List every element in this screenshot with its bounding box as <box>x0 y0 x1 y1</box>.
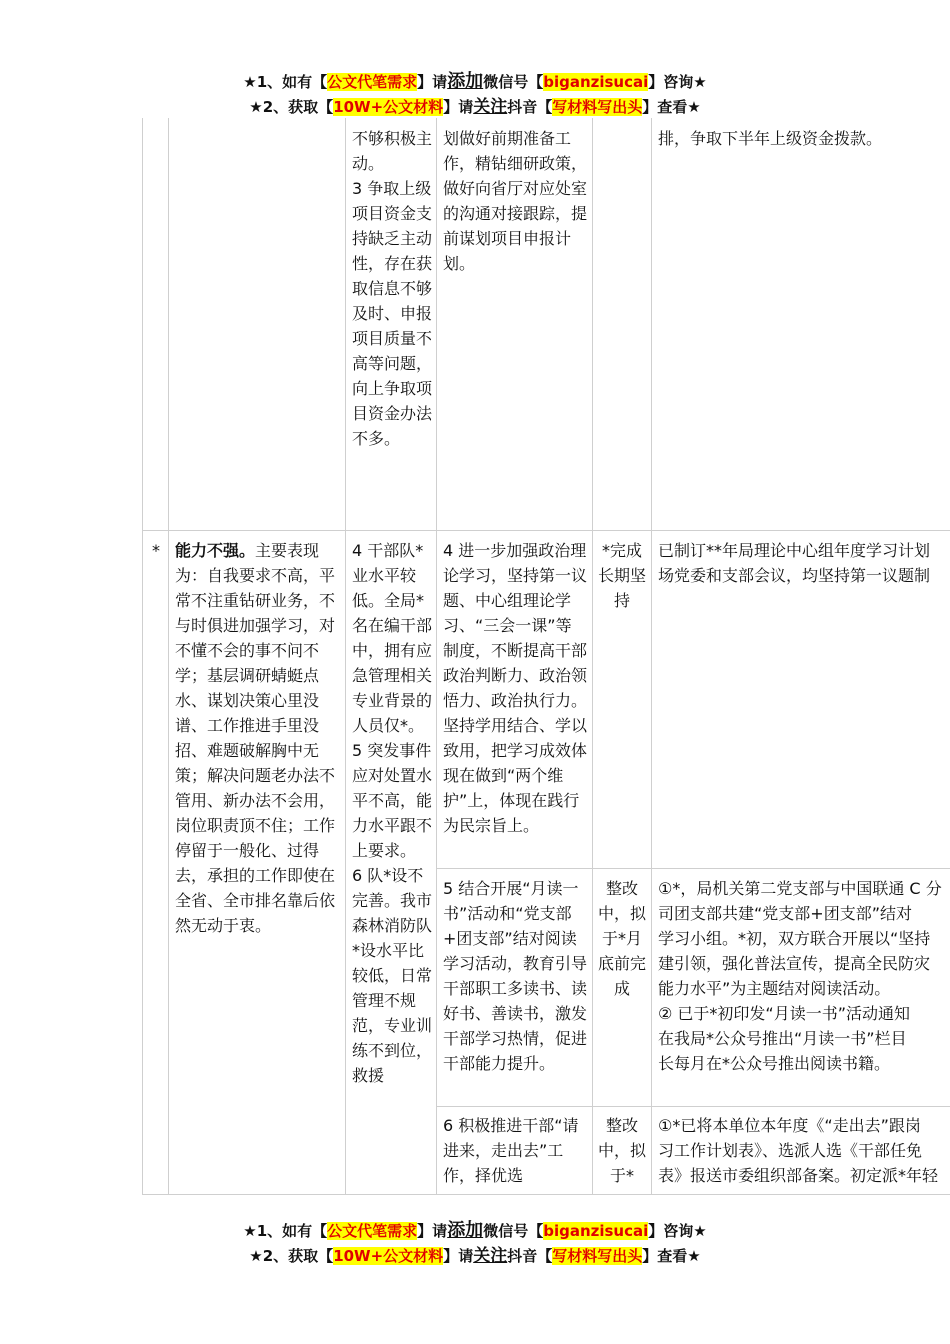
progress-cell: ①*，局机关第二党支部与中国联通 C 分 司团支部共建“党支部+团支部”结对 学习小组。*初，双方联合开展以“坚持 建引领，强化普法宣传，提高全民防灾 能力水平”为主题结对阅读活动。 ② 已于*初印发“月读一书”活动通知 在我局*公众号推出“月读一书”栏目 长每月在*公众号推出阅读书籍。 <box>658 879 942 1073</box>
rectification-table <box>142 118 950 1195</box>
promo-text: 】查看★ <box>642 98 701 116</box>
problem-cell: 4 干部队*业水平较低。全局*名在编干部中，拥有应急管理相关专业背景的人员仅*。 5 突发事件应对处置水平不高，能力水平跟不上要求。 6 队*设不完善。我市森林消防队*设水平比较低，日常管理不规范，专业训练不到位，救援 <box>352 541 433 1085</box>
table-column-rule <box>592 118 593 1194</box>
promo-wechat-id: biganzisucai <box>543 1222 649 1240</box>
table-subrow-rule <box>436 868 950 869</box>
promo-text: 抖音【 <box>507 1247 553 1265</box>
progress-cell: 已制订**年局理论中心组年度学习计划 场党委和支部会议，均坚持第一议题制 <box>658 541 931 585</box>
promo-text: 】查看★ <box>642 1247 701 1265</box>
problem-category-cell <box>175 538 340 938</box>
table-column-rule <box>436 118 437 1194</box>
table-subrow-rule <box>436 1106 950 1107</box>
status-cell: 整改中，拟于*月底前完成 <box>597 879 646 998</box>
promo-line-1 <box>0 1218 950 1244</box>
promo-text: ★1、如有【 <box>243 73 328 91</box>
promo-highlight: 公文代笔需求 <box>327 73 418 91</box>
problem-cell: 不够积极主动。 3 争取上级项目资金支持缺乏主动性，存在获取信息不够及时、申报项目质量不高等问题，向上争取项目资金办法不多。 <box>352 129 433 448</box>
table-column-rule <box>651 118 652 1194</box>
promo-highlight: 10W+公文材料 <box>333 98 444 116</box>
status-cell: *完成长期坚持 <box>597 541 646 610</box>
table-column-rule <box>168 118 169 1194</box>
category-description: 主要表现为：自我要求不高，平常不注重钻研业务，不与时俱进加强学习，对不懂不会的事不问不学；基层调研蜻蜓点水、谋划决策心里没谱、工作推进手里没招、难题破解胸中无策；解决问题老办法不管用、新办法不会用，岗位职责顶不住；工作停留于一般化、过得去，承担的工作即使在全省、全市排名靠后依然无动于衷。 <box>175 541 336 935</box>
promo-text: 】咨询★ <box>648 73 707 91</box>
promo-line-2 <box>0 1244 950 1269</box>
promo-douyin-id: 写材料写出头 <box>552 98 643 116</box>
promo-line-2 <box>0 95 950 120</box>
promo-emphasis: 添加 <box>447 1220 484 1241</box>
promo-text: 】咨询★ <box>648 1222 707 1240</box>
promo-text: 微信号【 <box>483 73 544 91</box>
promo-text: ★2、获取【 <box>249 1247 334 1265</box>
promo-text: ★2、获取【 <box>249 98 334 116</box>
promo-text: 】请 <box>417 1222 448 1240</box>
promo-text: 】请 <box>443 98 474 116</box>
progress-cell: 排，争取下半年上级资金拨款。 <box>658 129 883 148</box>
promo-text: 微信号【 <box>483 1222 544 1240</box>
promo-text: 】请 <box>417 73 448 91</box>
promo-line-1 <box>0 69 950 95</box>
promo-emphasis: 关注 <box>473 97 508 117</box>
progress-cell: ①*已将本单位本年度《“走出去”跟岗 习工作计划表》、选派人选《干部任免 表》报送市委组织部备案。初定派*年轻 <box>658 1116 939 1185</box>
measure-cell: 5 结合开展“月读一书”活动和“党支部+团支部”结对阅读学习活动，教育引导干部职工多读书、读好书、善读书，激发干部学习热情，促进干部能力提升。 <box>443 879 588 1073</box>
bottom-promo-banner <box>0 1218 950 1269</box>
promo-wechat-id: biganzisucai <box>543 73 649 91</box>
promo-text: 抖音【 <box>507 98 553 116</box>
promo-emphasis: 关注 <box>473 1246 508 1266</box>
promo-highlight: 公文代笔需求 <box>327 1222 418 1240</box>
status-cell: 整改中，拟于* <box>597 1116 646 1185</box>
promo-text: ★1、如有【 <box>243 1222 328 1240</box>
row-index-cell: * <box>152 541 160 560</box>
category-title: 能力不强。 <box>175 541 256 560</box>
promo-highlight: 10W+公文材料 <box>333 1247 444 1265</box>
table-column-rule <box>345 118 346 1194</box>
top-promo-banner <box>0 69 950 120</box>
table-row-rule <box>143 530 950 531</box>
measure-cell: 划做好前期准备工作，精钻细研政策，做好向省厅对应处室的沟通对接跟踪，提前谋划项目申报计划。 <box>443 129 588 273</box>
measure-cell: 6 积极推进干部“请进来，走出去”工作，择优选 <box>443 1116 579 1185</box>
measure-cell: 4 进一步加强政治理论学习，坚持第一议题、中心组理论学习、“三会一课”等制度，不断提高干部政治判断力、政治领悟力、政治执行力。坚持学用结合、学以致用，把学习成效体现在做到“两个维护”上，体现在践行为民宗旨上。 <box>443 541 588 835</box>
promo-text: 】请 <box>443 1247 474 1265</box>
promo-douyin-id: 写材料写出头 <box>552 1247 643 1265</box>
promo-emphasis: 添加 <box>447 71 484 92</box>
